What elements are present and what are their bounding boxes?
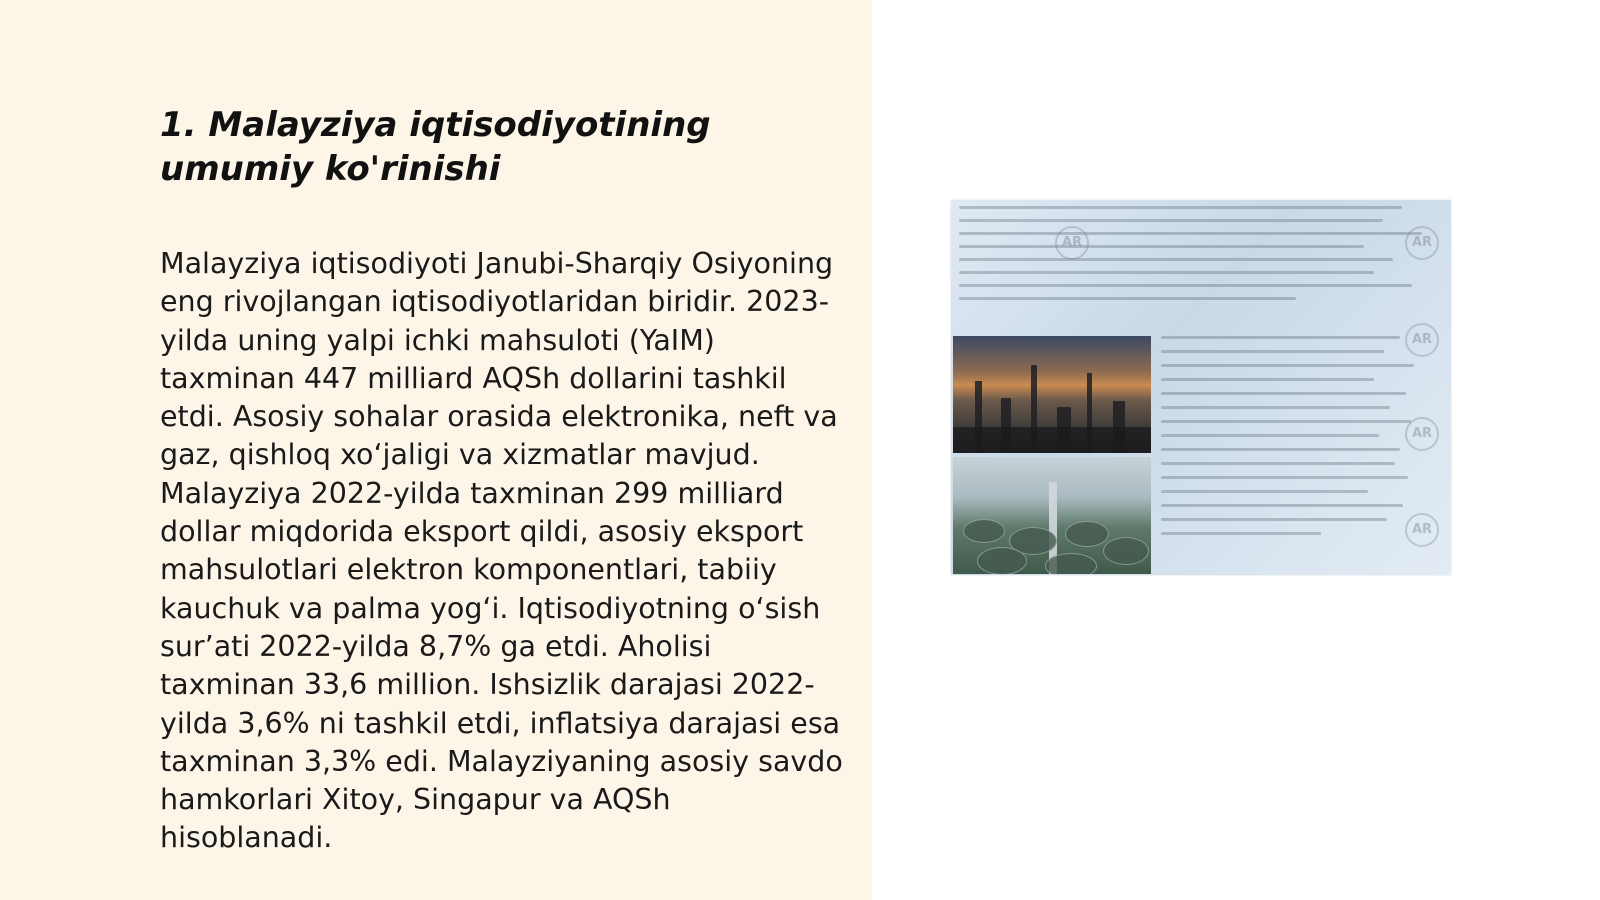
storage-tanks-photo [953,457,1151,574]
image-text-block [959,206,1441,334]
refinery-sunset-photo [953,336,1151,453]
watermark-icon: AR [1405,226,1439,260]
slide-title: 1. Malayziya iqtisodiyotining umumiy ko'rinishi [160,105,711,189]
watermark-icon: AR [1405,513,1439,547]
watermark-icon: AR [1405,417,1439,451]
image-side-text-block [1161,336,1427,570]
watermark-icon: AR [1405,323,1439,357]
watermark-icon: AR [1055,226,1089,260]
slide-body-text: Malayziya iqtisodiyoti Janubi-Sharqiy Osiyoning eng rivojlangan iqtisodiyotlaridan biridir. 2023-yilda uning yalpi ichki mahsuloti (YaIM) taxminan 447 milliard AQSh dollarini tashkil etdi. Asosiy sohalar orasida elektronika, neft va gaz, qishloq xo‘jaligi va xizmatlar mavjud. Malayziya 2022-yilda taxminan 299 milliard dollar miqdorida eksport qildi, asosiy eksport mahsulotlari elektron komponentlari, tabiiy kauchuk va palma yog‘i. Iqtisodiyotning o‘sish sur’ati 2022-yilda 8,7% ga etdi. Aholisi taxminan 33,6 million. Ishsizlik darajasi 2022-yilda 3,6% ni tashkil etdi, inflatsiya darajasi esa taxminan 3,3% edi. Malayziyaning asosiy savdo hamkorlari Xitoy, Singapur va AQSh hisoblanadi. [160,247,843,855]
industrial-collage-image [951,200,1451,575]
